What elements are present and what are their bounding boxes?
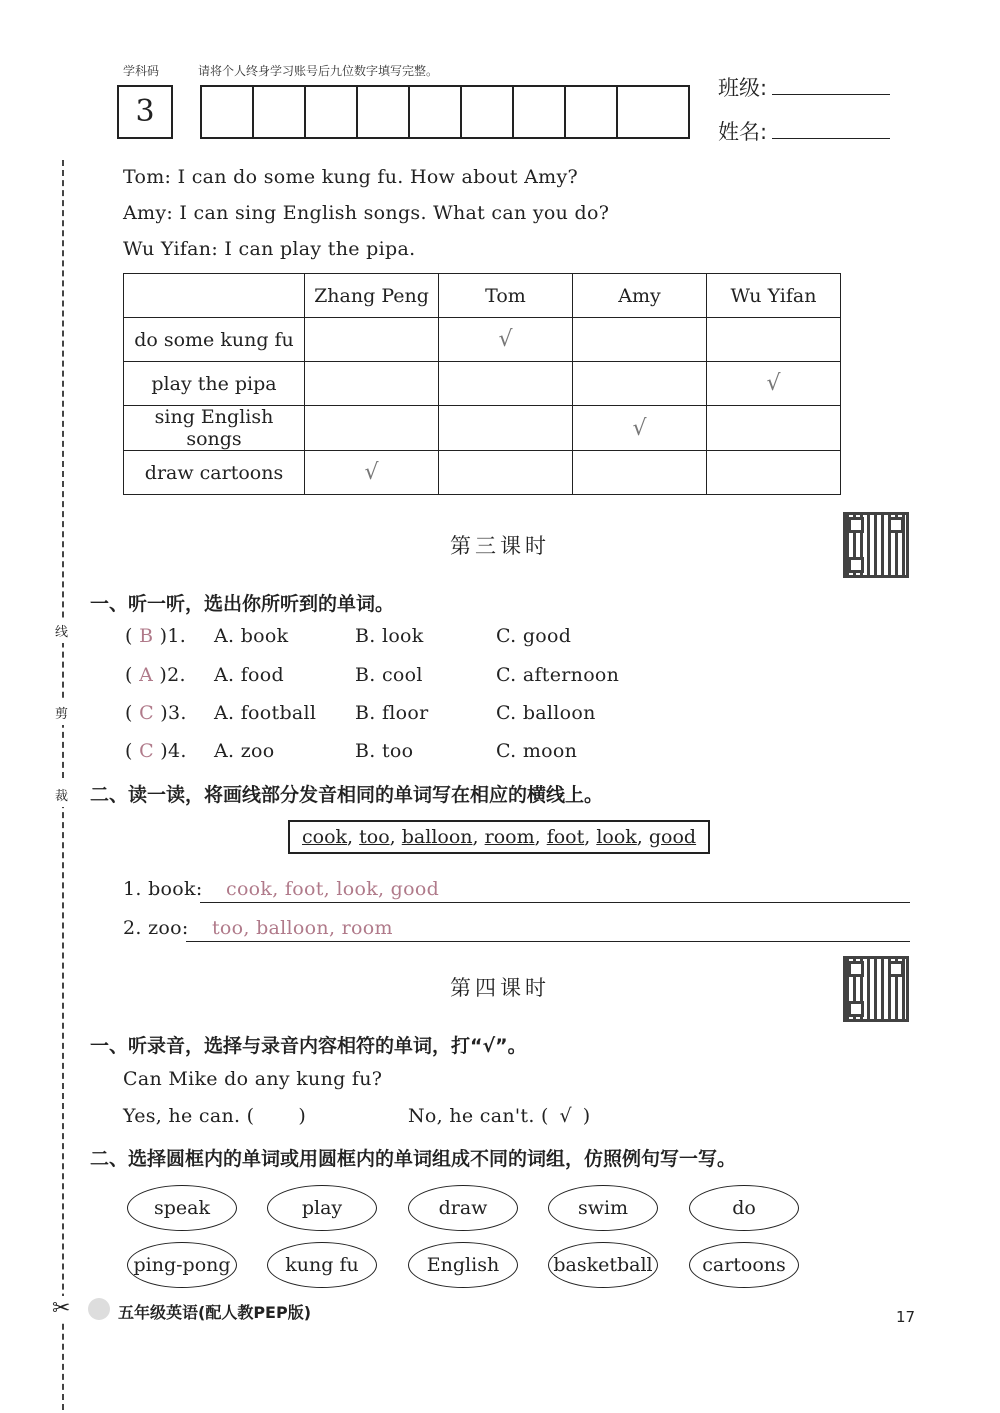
- word-oval[interactable]: speak: [127, 1185, 237, 1231]
- close-paren: ): [298, 1105, 307, 1127]
- word: balloon: [401, 826, 473, 848]
- item-number: 3.: [167, 702, 187, 724]
- check-cell[interactable]: [707, 318, 841, 362]
- digit-cell[interactable]: [618, 87, 688, 137]
- account-instruction: 请将个人终身学习账号后九位数字填写完整。: [198, 64, 439, 78]
- check-cell[interactable]: [439, 451, 573, 495]
- check-cell[interactable]: [305, 406, 439, 451]
- table-corner: [124, 274, 305, 318]
- item-number: 1.: [167, 625, 187, 647]
- digit-cell[interactable]: [410, 87, 462, 137]
- choice-answer[interactable]: B: [139, 625, 154, 647]
- check-cell[interactable]: [305, 362, 439, 406]
- listening-question: Can Mike do any kung fu?: [123, 1068, 383, 1090]
- option-b: B. floor: [355, 702, 429, 724]
- answer-underline: [186, 941, 910, 942]
- scissors-icon: ✂: [52, 1296, 71, 1321]
- option-c: C. balloon: [496, 702, 596, 724]
- check-cell[interactable]: [439, 406, 573, 451]
- lesson3-q2-heading: 二、读一读，将画线部分发音相同的单词写在相应的横线上。: [90, 784, 604, 806]
- page-number: 17: [896, 1308, 916, 1326]
- answer-line-label: 1. book:: [123, 878, 203, 900]
- yes-text: Yes, he can. (: [123, 1105, 255, 1127]
- digit-cell[interactable]: [462, 87, 514, 137]
- digit-cell[interactable]: [254, 87, 306, 137]
- yes-option: [123, 1105, 306, 1127]
- option-a: A. food: [214, 664, 284, 686]
- word: good: [648, 826, 697, 848]
- check-cell[interactable]: √: [305, 451, 439, 495]
- option-b: B. too: [355, 740, 414, 762]
- row-activity: draw cartoons: [124, 451, 305, 495]
- check-cell[interactable]: √: [707, 362, 841, 406]
- check-cell[interactable]: [439, 362, 573, 406]
- word-oval[interactable]: kung fu: [267, 1242, 377, 1288]
- option-a: A. book: [214, 625, 289, 647]
- choice-answer[interactable]: C: [139, 702, 154, 724]
- word: foot: [546, 826, 585, 848]
- account-digit-boxes[interactable]: [200, 85, 690, 139]
- book-title: 五年级英语(配人教PEP版): [118, 1303, 312, 1322]
- column-header: Tom: [439, 274, 573, 318]
- word-oval[interactable]: basketball: [548, 1242, 658, 1288]
- choice-row: ( B )1.: [125, 625, 187, 647]
- table-row: [124, 451, 841, 495]
- lesson4-q1-heading: 一、听录音，选择与录音内容相符的单词，打“√”。: [90, 1035, 527, 1057]
- table-row: [124, 318, 841, 362]
- table-row: [124, 362, 841, 406]
- name-field[interactable]: [772, 116, 890, 139]
- choice-answer[interactable]: A: [139, 664, 154, 686]
- row-activity: play the pipa: [124, 362, 305, 406]
- lesson3-title: 第三课时: [450, 534, 550, 558]
- activity-table: [123, 273, 841, 495]
- word-oval[interactable]: draw: [408, 1185, 518, 1231]
- digit-cell[interactable]: [566, 87, 618, 137]
- digit-cell[interactable]: [202, 87, 254, 137]
- row-activity: sing English songs: [124, 406, 305, 451]
- word-oval[interactable]: ping-pong: [127, 1242, 237, 1288]
- lesson4-title: 第四课时: [450, 976, 550, 1000]
- cut-label: 线: [55, 618, 68, 643]
- check-cell[interactable]: [305, 318, 439, 362]
- word-oval[interactable]: play: [267, 1185, 377, 1231]
- column-header: Zhang Peng: [305, 274, 439, 318]
- digit-cell[interactable]: [306, 87, 358, 137]
- row-activity: do some kung fu: [124, 318, 305, 362]
- name-label: 姓名:: [718, 120, 768, 144]
- answer-underline: [200, 902, 910, 903]
- lesson3-q1-heading: 一、听一听，选出你所听到的单词。: [90, 593, 395, 615]
- check-cell[interactable]: [707, 406, 841, 451]
- table-row: [124, 406, 841, 451]
- answer-line-value[interactable]: cook, foot, look, good: [226, 878, 440, 900]
- option-c: C. moon: [496, 740, 578, 762]
- word: room: [484, 826, 535, 848]
- choice-row: ( C )4.: [125, 740, 187, 762]
- choice-row: ( C )3.: [125, 702, 187, 724]
- item-number: 4.: [167, 740, 187, 762]
- dialogue-line: Amy: I can sing English songs. What can you do?: [123, 202, 610, 224]
- column-header: Wu Yifan: [707, 274, 841, 318]
- answer-line-label: 2. zoo:: [123, 917, 189, 939]
- check-cell[interactable]: √: [439, 318, 573, 362]
- check-cell[interactable]: [573, 318, 707, 362]
- subject-code-box: [117, 85, 173, 139]
- qr-code-icon[interactable]: [843, 956, 909, 1022]
- lesson4-q2-heading: 二、选择圆框内的单词或用圆框内的单词组成不同的词组，仿照例句写一写。: [90, 1148, 737, 1170]
- subject-code-label: 学科码: [123, 64, 160, 78]
- no-text: No, he can't. (: [408, 1105, 549, 1127]
- option-c: C. good: [496, 625, 572, 647]
- cut-label: 剪: [55, 700, 68, 725]
- check-cell[interactable]: [573, 362, 707, 406]
- option-b: B. look: [355, 625, 424, 647]
- digit-cell[interactable]: [358, 87, 410, 137]
- word-box: cook, too, balloon, room, foot, look, good: [288, 820, 710, 854]
- subject-code-value: 3: [135, 94, 155, 129]
- dialogue-line: Wu Yifan: I can play the pipa.: [123, 238, 416, 260]
- choice-answer[interactable]: C: [139, 740, 154, 762]
- option-c: C. afternoon: [496, 664, 620, 686]
- dialogue-line: Tom: I can do some kung fu. How about Amy?: [123, 166, 578, 188]
- digit-cell[interactable]: [514, 87, 566, 137]
- no-mark[interactable]: √: [559, 1105, 572, 1127]
- word-oval[interactable]: swim: [548, 1185, 658, 1231]
- check-cell[interactable]: [573, 451, 707, 495]
- check-cell[interactable]: √: [573, 406, 707, 451]
- option-a: A. zoo: [214, 740, 275, 762]
- close-paren: ): [582, 1105, 591, 1127]
- cut-label: 裁: [55, 782, 68, 807]
- decorative-badge-icon: [88, 1298, 110, 1320]
- no-option: [408, 1105, 590, 1127]
- class-field[interactable]: [772, 72, 890, 95]
- option-b: B. cool: [355, 664, 423, 686]
- answer-line-value[interactable]: too, balloon, room: [212, 917, 393, 939]
- column-header: Amy: [573, 274, 707, 318]
- item-number: 2.: [167, 664, 186, 686]
- word: too: [359, 826, 390, 848]
- word-oval[interactable]: English: [408, 1242, 518, 1288]
- word-oval[interactable]: cartoons: [689, 1242, 799, 1288]
- word-oval[interactable]: do: [689, 1185, 799, 1231]
- qr-code-icon[interactable]: [843, 512, 909, 578]
- option-a: A. football: [214, 702, 317, 724]
- choice-row: ( A )2.: [125, 664, 186, 686]
- word: look: [596, 826, 637, 848]
- check-cell[interactable]: [707, 451, 841, 495]
- class-label: 班级:: [718, 76, 768, 100]
- word: cook: [302, 826, 348, 848]
